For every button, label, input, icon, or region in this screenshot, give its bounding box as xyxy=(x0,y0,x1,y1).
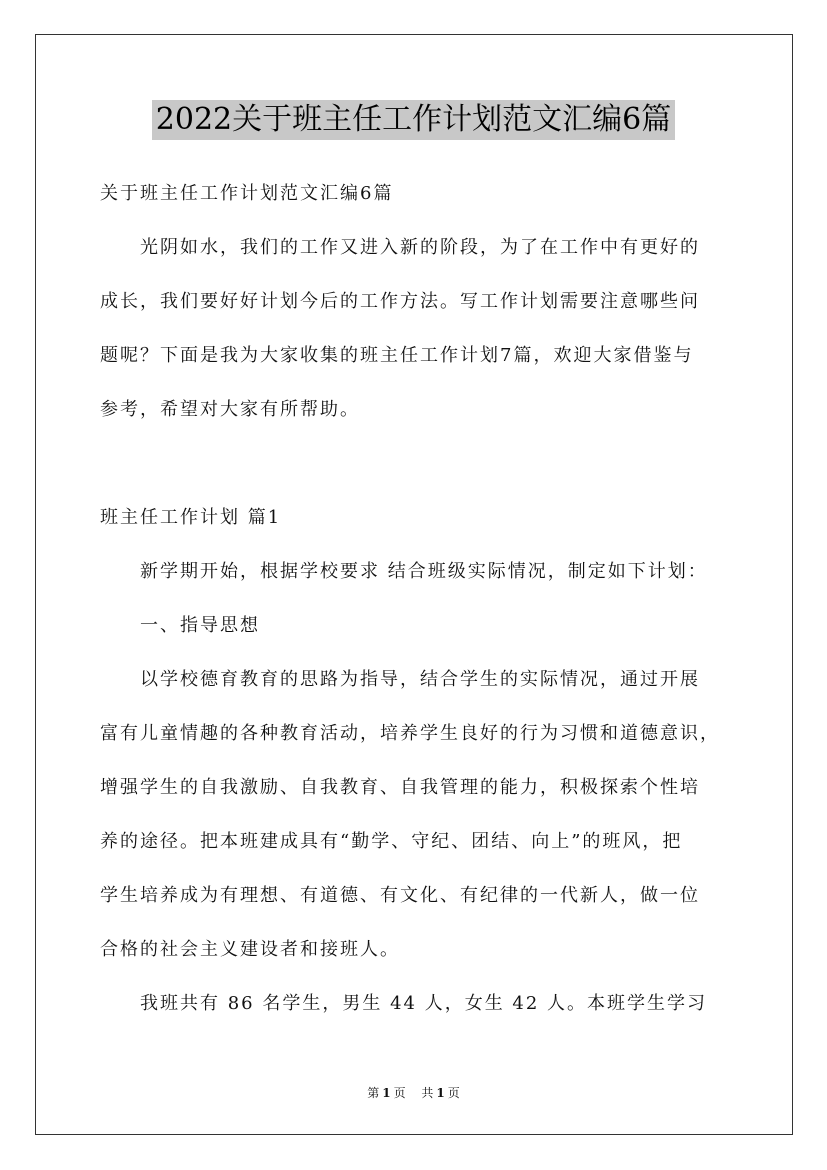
body-line: 参考，希望对大家有所帮助。 xyxy=(100,399,360,420)
subheading-line: 一、指导思想 xyxy=(100,615,260,636)
total-suffix: 页 xyxy=(447,1086,460,1100)
page-prefix: 第 xyxy=(367,1086,380,1100)
body-line: 新学期开始，根据学校要求 结合班级实际情况，制定如下计划： xyxy=(100,561,708,582)
document-title: 2022关于班主任工作计划范文汇编6篇 xyxy=(152,100,675,140)
body-line: 题呢？下面是我为大家收集的班主任工作计划7篇，欢迎大家借鉴与 xyxy=(100,345,694,366)
body-line: 光阴如水，我们的工作又进入新的阶段，为了在工作中有更好的 xyxy=(100,237,700,258)
page-number xyxy=(364,1086,408,1100)
body-line: 以学校德育教育的思路为指导，结合学生的实际情况，通过开展 xyxy=(100,669,700,690)
total-prefix: 共 xyxy=(421,1086,434,1100)
body-line: 成长，我们要好好计划今后的工作方法。写工作计划需要注意哪些问 xyxy=(100,291,700,312)
total-count: 1 xyxy=(436,1086,445,1100)
body-line: 富有儿童情趣的各种教育活动，培养学生良好的行为习惯和道德意识， xyxy=(100,723,720,744)
page-mid: 页 xyxy=(393,1086,406,1100)
title-container xyxy=(0,100,827,140)
body-line: 增强学生的自我激励、自我教育、自我管理的能力，积极探索个性培 xyxy=(100,777,700,798)
body-line: 合格的社会主义建设者和接班人。 xyxy=(100,939,400,960)
page-total xyxy=(418,1086,462,1100)
page-current: 1 xyxy=(382,1086,391,1100)
body-line: 养的途径。把本班建成具有“勤学、守纪、团结、向上”的班风，把 xyxy=(100,831,683,852)
subtitle-line: 关于班主任工作计划范文汇编6篇 xyxy=(100,183,394,204)
page-footer xyxy=(0,1085,827,1101)
section-heading: 班主任工作计划 篇1 xyxy=(100,507,282,528)
body-line: 学生培养成为有理想、有道德、有文化、有纪律的一代新人，做一位 xyxy=(100,885,700,906)
body-line: 我班共有 86 名学生，男生 44 人，女生 42 人。本班学生学习 xyxy=(100,993,708,1014)
